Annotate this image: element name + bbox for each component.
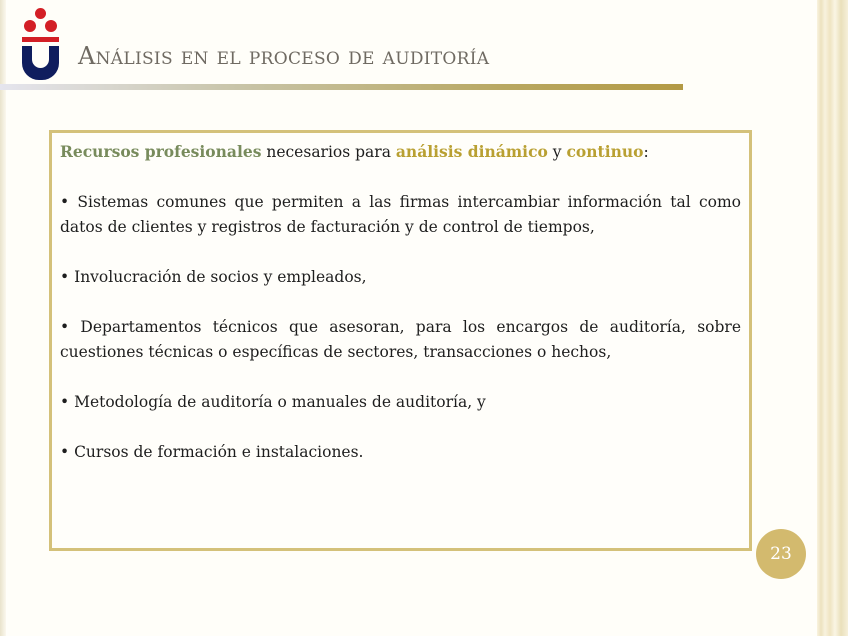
highlight-analisis: análisis dinámico [395, 142, 548, 161]
intro-text-2: y [547, 143, 567, 161]
page-number-badge: 23 [756, 529, 806, 579]
logo-dot-left [24, 20, 36, 32]
logo-letter [22, 46, 59, 80]
page-frame-left [0, 0, 6, 636]
title-underline [0, 84, 683, 90]
intro-paragraph [60, 139, 741, 165]
crown-dots-u-logo [20, 8, 64, 82]
highlight-recursos: Recursos profesionales [60, 142, 262, 161]
bullet-item: • Cursos de formación e instalaciones. [60, 443, 364, 461]
logo-dot-top [35, 8, 46, 19]
page-frame-right [817, 0, 848, 636]
slide-title: Análisis en el proceso de auditoría [78, 42, 490, 70]
content-box [49, 130, 752, 551]
logo-bar [22, 37, 59, 42]
bullet-item: • Involucración de socios y empleados, [60, 268, 367, 286]
logo-dot-right [45, 20, 57, 32]
bullet-item: • Metodología de auditoría o manuales de auditoría, y [60, 393, 486, 411]
bullet-item: • Departamentos técnicos que asesoran, para los encargos de auditoría, sobre cuestiones técnicas o específicas de sectores, transacciones o hechos, [60, 318, 741, 361]
intro-text-3: : [643, 143, 649, 161]
bullet-item: • Sistemas comunes que permiten a las firmas intercambiar información tal como datos de clientes y registros de facturación y de control de tiempos, [60, 193, 741, 236]
intro-text-1: necesarios para [261, 143, 396, 161]
highlight-continuo: continuo [566, 142, 644, 161]
